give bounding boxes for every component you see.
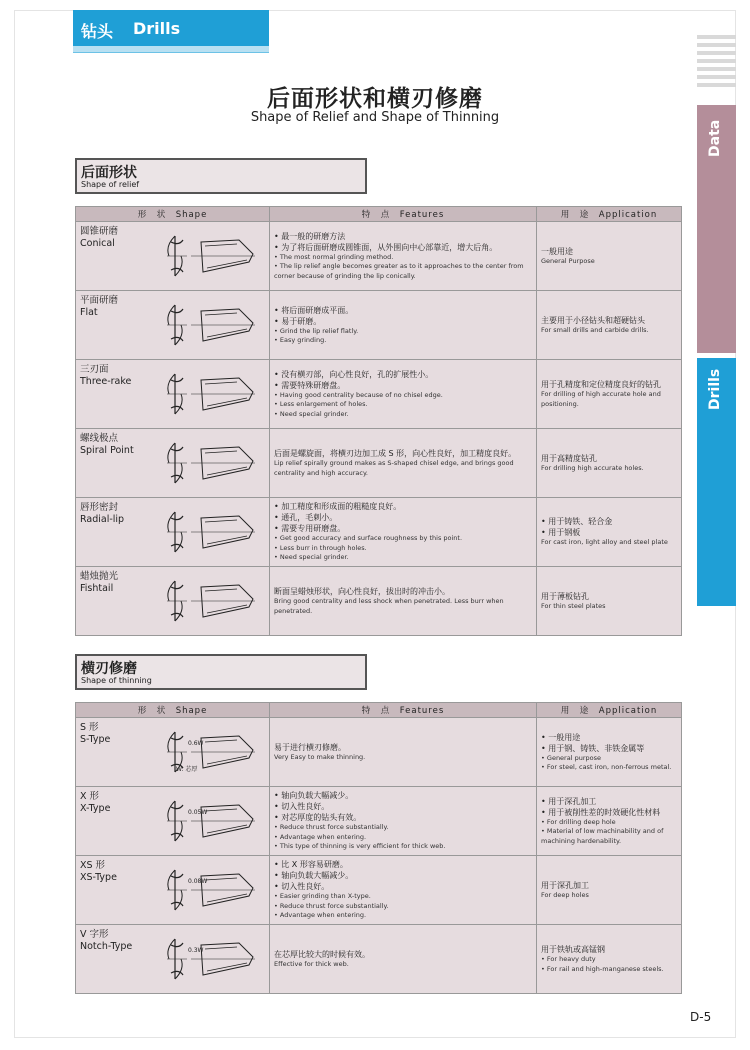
text-line: • Having good centrality because of no chisel edge. xyxy=(274,391,532,401)
text-line: • The most normal grinding method. xyxy=(274,253,532,263)
shape-name-en: Notch-Type xyxy=(80,941,133,952)
shape-cell xyxy=(76,925,270,994)
shape-name-cn: 三刃面 xyxy=(80,364,109,375)
text-line: • 用于深孔加工 xyxy=(541,796,677,807)
x-type-thinning-icon xyxy=(161,797,257,845)
shape-name-cn: XS 形 xyxy=(80,860,106,871)
text-line: • For steel, cast iron, non-ferrous metal. xyxy=(541,763,677,773)
text-line: • 需要特殊研磨盘。 xyxy=(274,380,532,391)
text-line: 用于薄板钻孔 xyxy=(541,591,589,601)
table-row xyxy=(76,291,682,360)
application-cell xyxy=(537,925,682,994)
features-cell xyxy=(270,291,537,360)
side-tab-drills[interactable] xyxy=(697,358,736,606)
text-line: • 没有横刃部，向心性良好，孔的扩展性小。 xyxy=(274,369,532,380)
col-application: 用 途 Application xyxy=(537,703,682,718)
text-line: 断面呈蜡烛形状，向心性良好，拔出时的冲击小。 xyxy=(274,587,450,596)
text-line: • 轴向负载大幅减少。 xyxy=(274,790,532,801)
text-line: • Easy grinding. xyxy=(274,336,532,346)
text-line: • 将后面研磨成平面。 xyxy=(274,305,532,316)
text-line: For thin steel plates xyxy=(541,601,606,610)
text-line: For cast iron, light alloy and steel plate xyxy=(541,538,668,547)
text-line: Very Easy to make thinning. xyxy=(274,752,366,761)
text-line: • 切入性良好。 xyxy=(274,801,532,812)
text-line: 后面是螺旋面，将横刃边加工成 S 形，向心性良好，加工精度良好。 xyxy=(274,449,517,458)
fishtail-drill-icon xyxy=(161,577,257,625)
application-cell xyxy=(537,856,682,925)
dimension-label: 0.6W xyxy=(188,740,204,747)
dimension-label: 0.05W xyxy=(188,809,208,816)
conical-drill-icon xyxy=(161,232,257,280)
header-tab xyxy=(73,10,269,46)
application-cell xyxy=(537,498,682,567)
text-line: • 为了将后面研磨成圆锥面，从外围向中心部靠近，增大后角。 xyxy=(274,242,532,253)
text-line: • 切入性良好。 xyxy=(274,881,532,892)
text-line: • Grind the lip relief flatly. xyxy=(274,327,532,337)
header-underline-thin xyxy=(73,52,269,53)
section-relief-subtitle: Shape of relief xyxy=(81,180,140,189)
shape-name-cn: X 形 xyxy=(80,791,100,802)
text-line: • 最一般的研磨方法 xyxy=(274,231,532,242)
text-line: For deep holes xyxy=(541,890,589,899)
text-line: • Reduce thrust force substantially. xyxy=(274,823,532,833)
text-line: • 轴向负载大幅减少。 xyxy=(274,870,532,881)
application-cell xyxy=(537,718,682,787)
shape-name-en: Three-rake xyxy=(80,376,132,387)
side-tab-data[interactable] xyxy=(697,105,736,353)
table-row xyxy=(76,222,682,291)
dimension-label: 0.08W xyxy=(188,878,208,885)
features-cell xyxy=(270,360,537,429)
text-line: • For drilling deep hole xyxy=(541,818,677,828)
text-line: • Reduce thrust force substantially. xyxy=(274,902,532,912)
notch-type-thinning-icon xyxy=(161,935,257,983)
text-line: For small drills and carbide drills. xyxy=(541,325,649,334)
text-line: 用于铁轨或高锰钢 xyxy=(541,945,605,954)
dimension-label: 0.3W xyxy=(188,947,204,954)
shape-name-en: XS-Type xyxy=(80,872,117,883)
text-line: For drilling of high accurate hole and positioning. xyxy=(541,390,661,408)
table-row xyxy=(76,498,682,567)
three-rake-drill-icon xyxy=(161,370,257,418)
shape-cell xyxy=(76,291,270,360)
header-tab-cn: 钻头 xyxy=(81,22,114,41)
shape-name-cn: 平面研磨 xyxy=(80,295,119,306)
text-line: General Purpose xyxy=(541,256,595,265)
text-line: • For rail and high-manganese steels. xyxy=(541,965,677,975)
text-line: • 用于铸铁、轻合金 xyxy=(541,516,677,527)
spiral-point-drill-icon xyxy=(161,439,257,487)
text-line: • Need special grinder. xyxy=(274,410,532,420)
application-cell xyxy=(537,787,682,856)
text-line: • 需要专用研磨盘。 xyxy=(274,523,532,534)
shape-name-en: Spiral Point xyxy=(80,445,134,456)
decorative-stripes xyxy=(697,35,736,95)
text-line: • 用于钢、铸铁、非铁金属等 xyxy=(541,743,677,754)
features-cell xyxy=(270,222,537,291)
xs-type-thinning-icon xyxy=(161,866,257,914)
table-row xyxy=(76,718,682,787)
section-relief-title: 后面形状 xyxy=(81,165,137,181)
text-line: • This type of thinning is very efficient for thick web. xyxy=(274,842,532,852)
section-relief-heading xyxy=(75,158,367,194)
shape-cell xyxy=(76,360,270,429)
web-thickness-label: W: 芯厚 xyxy=(176,766,198,773)
shape-cell xyxy=(76,718,270,787)
shape-cell xyxy=(76,429,270,498)
text-line: • 用于被削性差的时效硬化性材料 xyxy=(541,807,677,818)
text-line: • The lip relief angle becomes greater as to it approaches to the center from corner because of grinding the lip conically. xyxy=(274,262,532,281)
application-cell xyxy=(537,291,682,360)
table-row xyxy=(76,787,682,856)
shape-cell xyxy=(76,498,270,567)
section-thinning-heading xyxy=(75,654,367,690)
page-subtitle: Shape of Relief and Shape of Thinning xyxy=(250,110,500,125)
col-features: 特 点 Features xyxy=(270,207,537,222)
features-cell xyxy=(270,787,537,856)
text-line: • 比 X 形容易研磨。 xyxy=(274,859,532,870)
text-line: Effective for thick web. xyxy=(274,959,349,968)
text-line: • Easier grinding than X-type. xyxy=(274,892,532,902)
section-thinning-subtitle: Shape of thinning xyxy=(81,676,152,685)
shape-name-en: Fishtail xyxy=(80,583,114,594)
text-line: • Less enlargement of holes. xyxy=(274,400,532,410)
text-line: • 通孔，毛刺小。 xyxy=(274,512,532,523)
shape-cell xyxy=(76,567,270,636)
col-shape: 形 状 Shape xyxy=(76,703,270,718)
shape-name-en: Conical xyxy=(80,238,115,249)
col-application: 用 途 Application xyxy=(537,207,682,222)
features-cell xyxy=(270,925,537,994)
shape-name-en: S-Type xyxy=(80,734,111,745)
text-line: Lip relief spirally ground makes as S-shaped chisel edge, and brings good centrality and high accuracy. xyxy=(274,459,514,477)
features-cell xyxy=(270,718,537,787)
features-cell xyxy=(270,856,537,925)
side-tab-data-label: Data xyxy=(707,119,723,157)
table-row xyxy=(76,429,682,498)
text-line: • 易于研磨。 xyxy=(274,316,532,327)
shape-cell xyxy=(76,787,270,856)
text-line: 用于高精度钻孔 xyxy=(541,453,597,463)
page-title: 后面形状和横刃修磨 xyxy=(267,86,483,112)
shape-name-en: X-Type xyxy=(80,803,111,814)
text-line: • Advantage when entering. xyxy=(274,911,532,921)
text-line: 用于孔精度和定位精度良好的钻孔 xyxy=(541,380,661,389)
text-line: 用于深孔加工 xyxy=(541,880,589,890)
application-cell xyxy=(537,429,682,498)
section-thinning-title: 横刃修磨 xyxy=(81,661,137,677)
shape-name-cn: 蜡烛抛光 xyxy=(80,571,119,582)
application-cell xyxy=(537,222,682,291)
text-line: • 加工精度和形成面的粗糙度良好。 xyxy=(274,501,532,512)
text-line: 易于进行横刃修磨。 xyxy=(274,742,346,752)
application-cell xyxy=(537,567,682,636)
text-line: • 对芯厚度的钻头有效。 xyxy=(274,812,532,823)
relief-table xyxy=(75,206,682,636)
text-line: • Advantage when entering. xyxy=(274,833,532,843)
shape-name-cn: 螺线极点 xyxy=(80,433,119,444)
application-cell xyxy=(537,360,682,429)
text-line: 主要用于小径钻头和超硬钻头 xyxy=(541,315,645,325)
shape-cell xyxy=(76,222,270,291)
page-number: D-5 xyxy=(690,1010,712,1024)
text-line: For drilling high accurate holes. xyxy=(541,463,644,472)
table-row xyxy=(76,567,682,636)
col-shape: 形 状 Shape xyxy=(76,207,270,222)
table-row xyxy=(76,925,682,994)
text-line: 一般用途 xyxy=(541,246,573,256)
table-row xyxy=(76,856,682,925)
shape-name-en: Radial-lip xyxy=(80,514,125,525)
flat-drill-icon xyxy=(161,301,257,349)
table-row xyxy=(76,360,682,429)
text-line: • For heavy duty xyxy=(541,955,677,965)
text-line: 在芯厚比较大的时候有效。 xyxy=(274,949,370,959)
shape-name-cn: 圆锥研磨 xyxy=(80,226,119,237)
shape-name-en: Flat xyxy=(80,307,98,318)
side-tab-drills-label: Drills xyxy=(707,368,723,410)
features-cell xyxy=(270,567,537,636)
shape-name-cn: S 形 xyxy=(80,722,99,733)
text-line: • General purpose xyxy=(541,754,677,764)
text-line: Bring good centrality and less shock when penetrated. Less burr when penetrated. xyxy=(274,597,504,615)
text-line: • Need special grinder. xyxy=(274,553,532,563)
text-line: • Less burr in through holes. xyxy=(274,544,532,554)
text-line: • Get good accuracy and surface roughness by this point. xyxy=(274,534,532,544)
thinning-table xyxy=(75,702,682,994)
shape-name-cn: 唇形密封 xyxy=(80,502,119,513)
text-line: • 用于钢板 xyxy=(541,527,677,538)
shape-name-cn: V 字形 xyxy=(80,929,109,940)
col-features: 特 点 Features xyxy=(270,703,537,718)
features-cell xyxy=(270,498,537,567)
text-line: • Material of low machinability and of machining hardenability. xyxy=(541,827,677,846)
header-tab-en: Drills xyxy=(133,19,181,38)
shape-cell xyxy=(76,856,270,925)
features-cell xyxy=(270,429,537,498)
radial-lip-drill-icon xyxy=(161,508,257,556)
text-line: • 一般用途 xyxy=(541,732,677,743)
